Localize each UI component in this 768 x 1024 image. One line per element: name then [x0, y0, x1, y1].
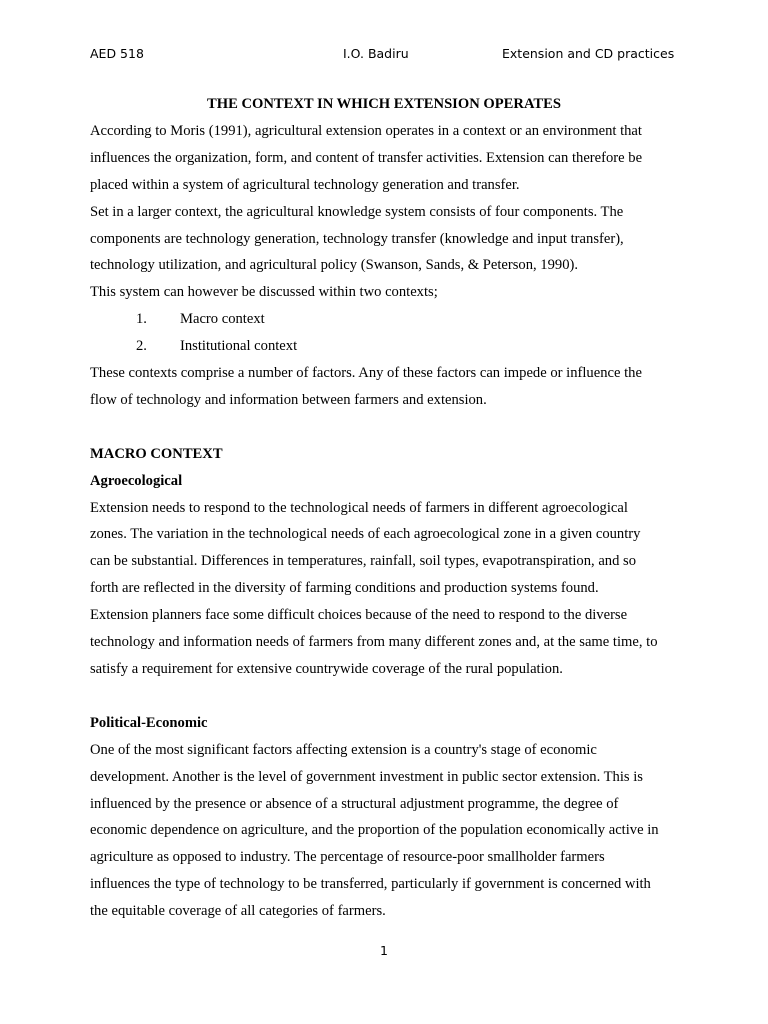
text-line: These contexts comprise a number of factors. Any of these factors can impede or influence the	[90, 365, 642, 382]
list-text: Macro context	[180, 311, 265, 328]
list-text: Institutional context	[180, 338, 298, 355]
agroecological-paragraph	[90, 495, 690, 683]
spacer	[90, 414, 690, 441]
text-line: satisfy a requirement for extensive countrywide coverage of the rural population.	[90, 660, 563, 677]
text-line: components are technology generation, technology transfer (knowledge and input transfer),	[90, 230, 624, 247]
text-line: placed within a system of agricultural technology generation and transfer.	[90, 176, 520, 193]
text-line: According to Moris (1991), agricultural extension operates in a context or an environment that	[90, 122, 642, 139]
text-line: influenced by the presence or absence of a structural adjustment programme, the degree of	[90, 795, 619, 812]
text-line: One of the most significant factors affecting extension is a country's stage of economic	[90, 741, 597, 758]
header-course-title: Extension and CD practices	[502, 46, 675, 61]
text-line: technology utilization, and agricultural policy (Swanson, Sands, & Peterson, 1990).	[90, 257, 578, 274]
header-course-code: AED 518	[90, 46, 144, 61]
list-item	[90, 306, 690, 333]
text-line: This system can however be discussed within two contexts;	[90, 284, 438, 301]
after-list-paragraph	[90, 360, 690, 414]
text-line: influences the organization, form, and content of transfer activities. Extension can therefore be	[90, 149, 643, 166]
political-economic-paragraph	[90, 737, 690, 925]
page-number: 1	[380, 943, 388, 958]
text-line: economic dependence on agriculture, and the proportion of the population economically active in	[90, 822, 659, 839]
list-item	[90, 333, 690, 360]
text-line: the equitable coverage of all categories of farmers.	[90, 903, 386, 920]
text-line: flow of technology and information between farmers and extension.	[90, 391, 487, 408]
spacer	[90, 683, 690, 710]
contexts-list	[90, 306, 690, 360]
subheading-agroecological: Agroecological	[90, 472, 183, 489]
text-line: influences the type of technology to be transferred, particularly if government is concerned with	[90, 876, 651, 893]
page-header	[90, 46, 678, 66]
text-line: can be substantial. Differences in temperatures, rainfall, soil types, evapotranspiration, and so	[90, 553, 637, 570]
text-line: agriculture as opposed to industry. The percentage of resource-poor smallholder farmers	[90, 849, 605, 866]
text-line: Extension planners face some difficult choices because of the need to respond to the diverse	[90, 607, 628, 624]
text-line: zones. The variation in the technological needs of each agroecological zone in a given country	[90, 526, 641, 543]
section-heading-macro: MACRO CONTEXT	[90, 445, 223, 462]
text-line: development. Another is the level of government investment in public sector extension. This is	[90, 768, 643, 785]
subheading-political-economic: Political-Economic	[90, 714, 208, 731]
text-line: technology and information needs of farmers from many different zones and, at the same time, to	[90, 634, 658, 651]
document-title: THE CONTEXT IN WHICH EXTENSION OPERATES	[207, 96, 561, 112]
document-body	[90, 91, 690, 925]
text-line: forth are reflected in the diversity of farming conditions and production systems found.	[90, 580, 599, 597]
text-line: Set in a larger context, the agricultural knowledge system consists of four components. The	[90, 203, 624, 220]
text-line: Extension needs to respond to the technological needs of farmers in different agroecological	[90, 499, 628, 516]
header-author: I.O. Badiru	[343, 46, 409, 61]
list-number: 2.	[136, 338, 147, 355]
intro-paragraph	[90, 118, 690, 306]
list-number: 1.	[136, 311, 147, 328]
